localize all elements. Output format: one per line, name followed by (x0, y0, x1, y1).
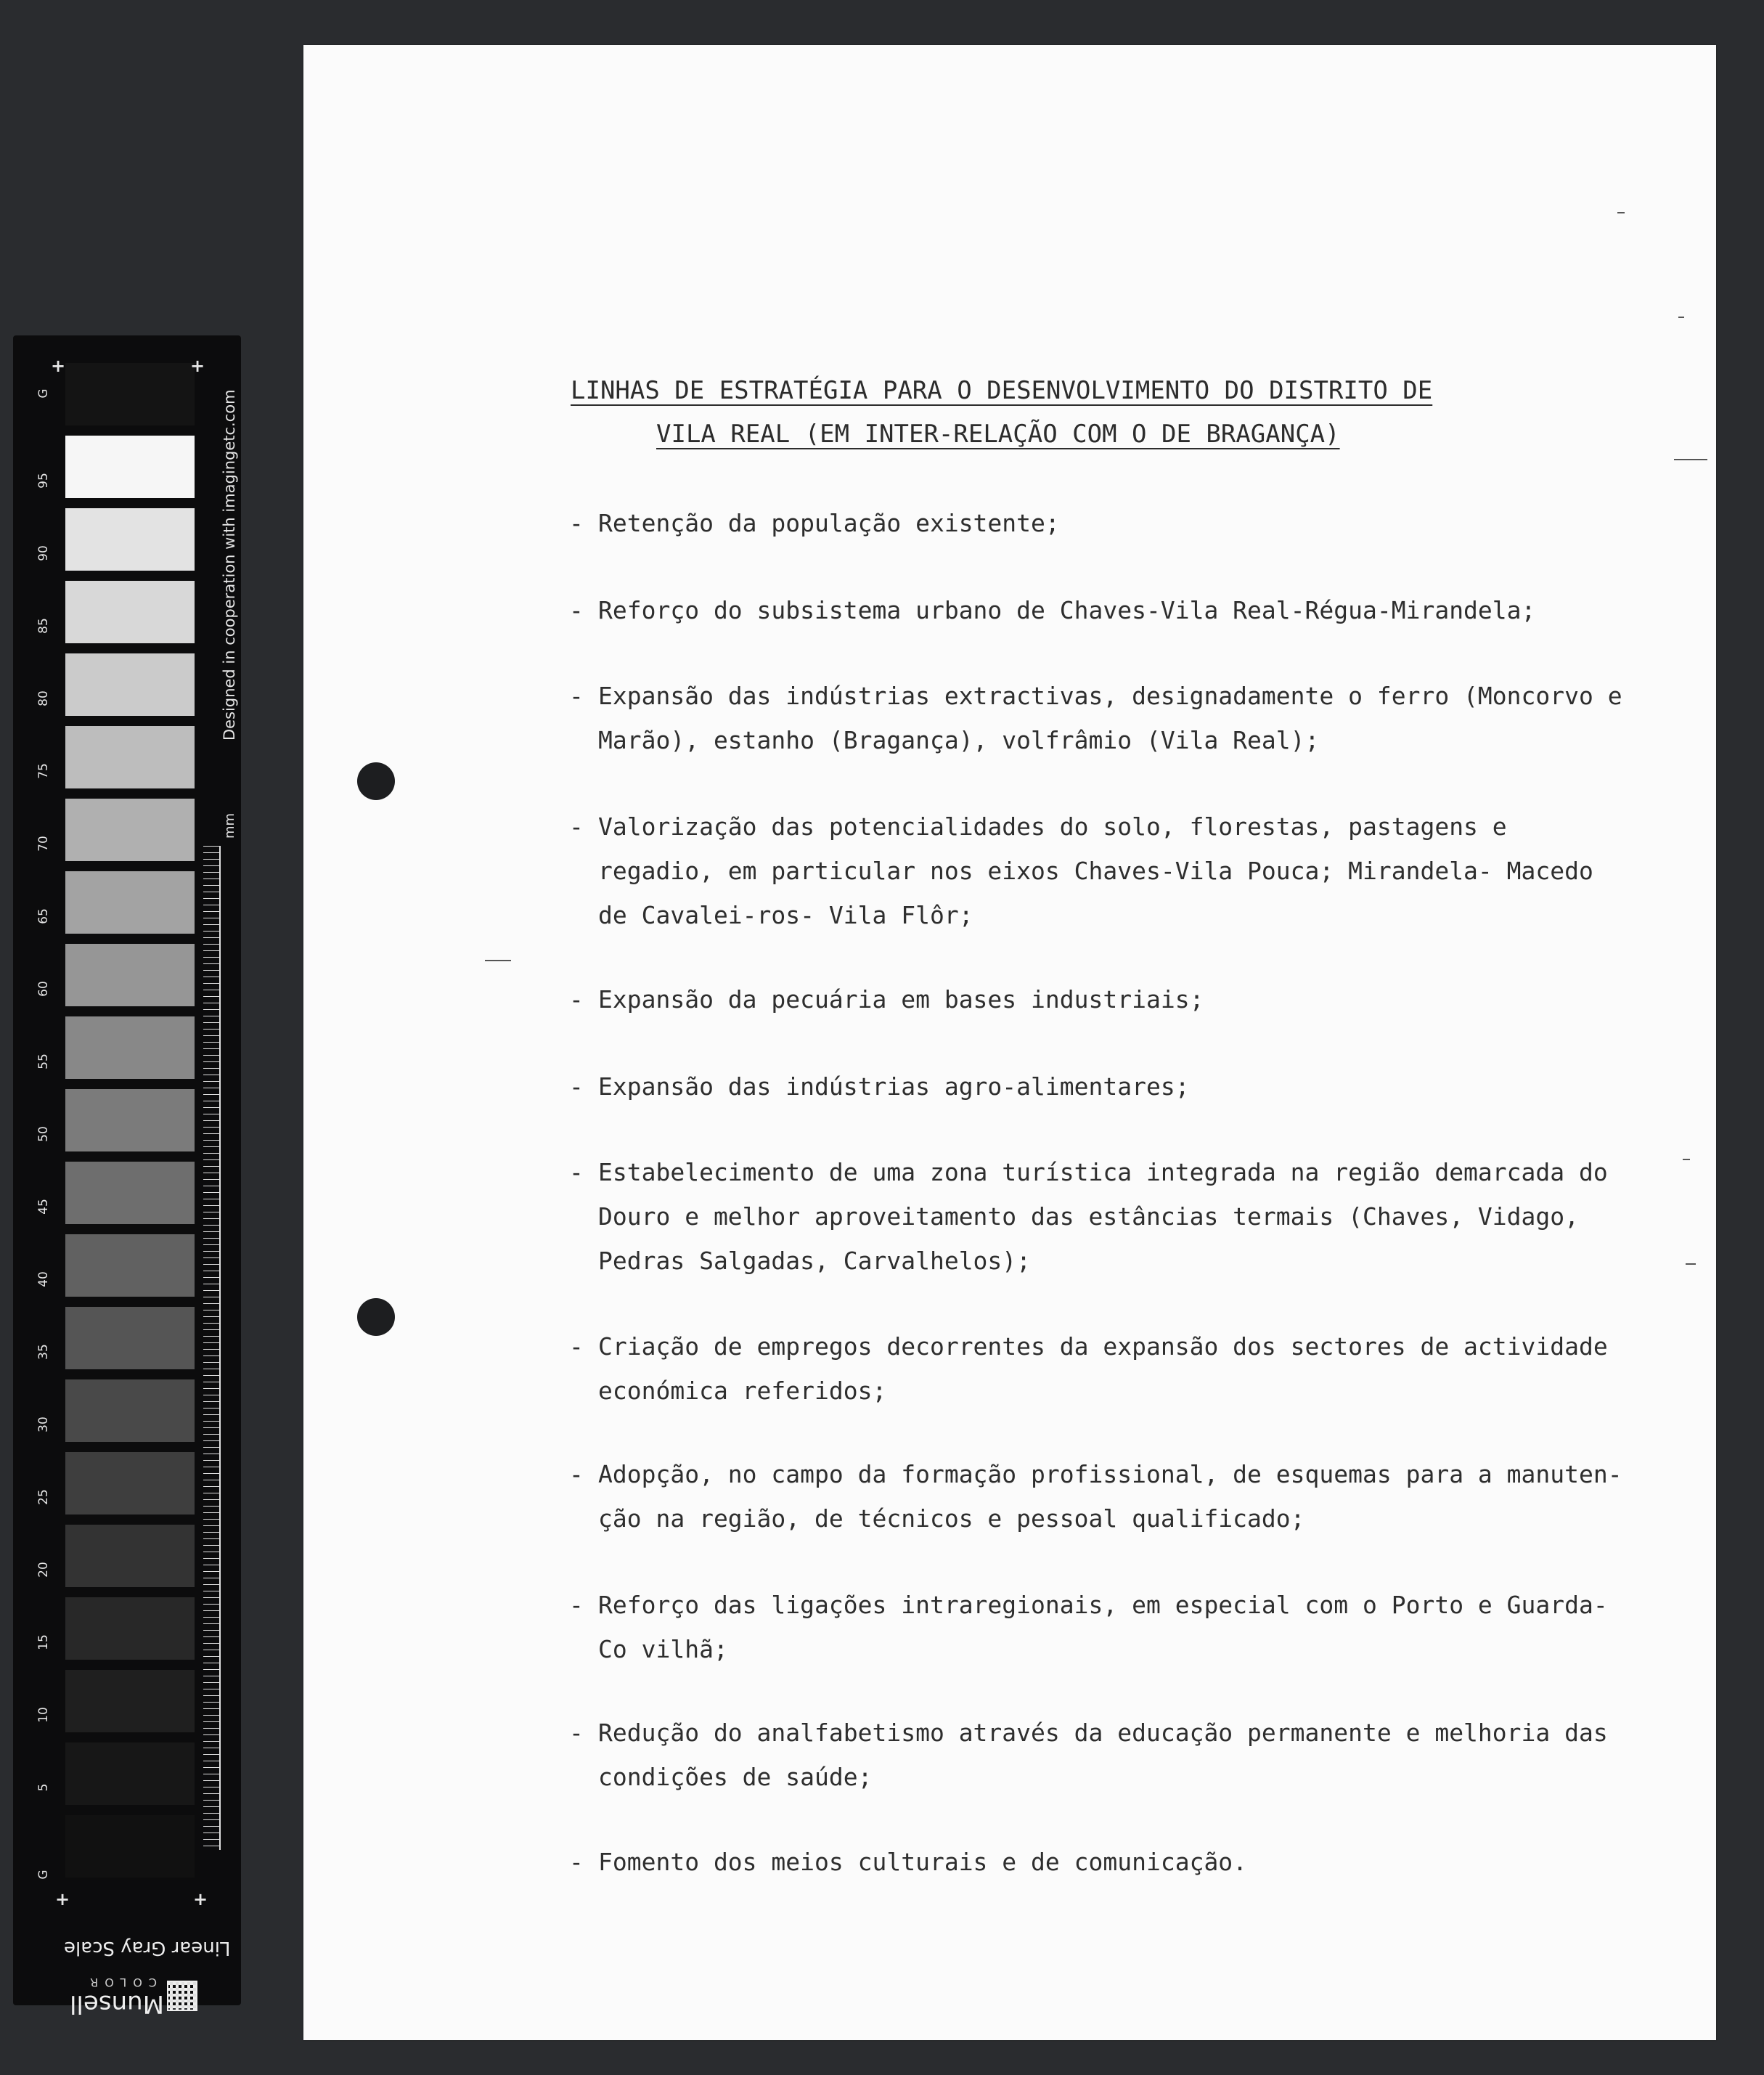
linear-gray-scale-label: Linear Gray Scale (64, 1937, 231, 1959)
gray-patch (65, 653, 195, 716)
gray-patch (65, 1016, 195, 1079)
list-item (569, 804, 1636, 937)
scan-speck (1617, 212, 1625, 213)
gray-number: 70 (36, 836, 51, 852)
gray-number: 15 (36, 1634, 51, 1650)
gray-number: G (36, 1870, 51, 1880)
bullet-dash: - (569, 1591, 584, 1619)
gray-patch (65, 1089, 195, 1151)
bullet-dash: - (569, 1072, 584, 1101)
registration-mark: + (55, 1889, 70, 1909)
gray-patch (65, 1670, 195, 1732)
munsell-logo-icon (167, 1981, 197, 2011)
gray-patch (65, 1815, 195, 1878)
list-item-text: Criação de empregos decorrentes da expansão dos sectores de actividade económica referidos; (598, 1332, 1608, 1405)
list-item (569, 1840, 1636, 1884)
list-item (569, 1064, 1636, 1109)
gray-patch (65, 799, 195, 861)
document-title-line2: VILA REAL (EM INTER-RELAÇÃO COM O DE BRAGANÇA) (656, 420, 1340, 449)
scan-speck (1683, 1159, 1690, 1160)
bullet-dash: - (569, 1460, 584, 1488)
list-item (569, 977, 1636, 1022)
gray-patch (65, 581, 195, 643)
bullet-dash: - (569, 596, 584, 624)
gray-number: 55 (36, 1053, 51, 1069)
gray-number: 45 (36, 1199, 51, 1215)
list-item-text: Estabelecimento de uma zona turística integrada na região demarcada do Douro e melhor aproveitamento das estâncias termais (Chaves, Vidago, Pedras Salgadas, Carvalhelos); (598, 1158, 1608, 1275)
punch-hole (357, 1298, 395, 1336)
bullet-dash: - (569, 985, 584, 1014)
gray-number: 30 (36, 1416, 51, 1432)
scan-speck (485, 960, 511, 961)
list-item-text: Adopção, no campo da formação profissional, de esquemas para a manuten-ção na região, de técnicos e pessoal qualificado; (598, 1460, 1622, 1533)
mm-ruler (203, 846, 221, 1850)
bullet-dash: - (569, 682, 584, 710)
gray-patch (65, 1452, 195, 1515)
registration-mark: + (193, 1889, 208, 1909)
gray-patch (65, 1234, 195, 1297)
list-item (569, 501, 1636, 545)
gray-number: 80 (36, 690, 51, 706)
gray-number: 50 (36, 1126, 51, 1142)
list-item-text: Expansão das indústrias agro-alimentares; (598, 1072, 1190, 1101)
designed-in-cooperation-text: Designed in cooperation with imagingetc.com (221, 389, 238, 741)
munsell-brand (64, 1970, 202, 2021)
ruler-spine (219, 846, 221, 1850)
list-item (569, 674, 1636, 762)
bullet-dash: - (569, 1848, 584, 1876)
gray-number: 60 (36, 981, 51, 997)
gray-number: 90 (36, 545, 51, 561)
list-item-text: Fomento dos meios culturais e de comunicação. (598, 1848, 1248, 1876)
gray-patch (65, 363, 195, 425)
bullet-dash: - (569, 1158, 584, 1186)
punch-hole (357, 762, 395, 800)
gray-number: 65 (36, 908, 51, 924)
scan-speck (1674, 459, 1707, 460)
bullet-dash: - (569, 509, 584, 537)
gray-patch (65, 944, 195, 1006)
gray-patch (65, 1742, 195, 1805)
list-item (569, 1452, 1636, 1541)
gray-number: 35 (36, 1344, 51, 1360)
gray-number: 25 (36, 1489, 51, 1505)
gray-patch (65, 436, 195, 498)
gray-patch (65, 1379, 195, 1442)
gray-patch (65, 1597, 195, 1660)
gray-patch (65, 1525, 195, 1587)
bullet-dash: - (569, 1719, 584, 1747)
gray-number: 40 (36, 1271, 51, 1287)
list-item-text: Redução do analfabetismo através da educação permanente e melhoria das condições de saúde; (598, 1719, 1608, 1791)
gray-patch (65, 1307, 195, 1369)
gray-number: G (36, 388, 51, 399)
list-item-text: Expansão das indústrias extractivas, designadamente o ferro (Moncorvo e Marão), estanho (Bragança), volfrâmio (Vila Real); (598, 682, 1622, 754)
list-item-text: Retenção da população existente; (598, 509, 1060, 537)
list-item (569, 1324, 1636, 1413)
gray-number: 20 (36, 1562, 51, 1578)
gray-scale-card (13, 335, 241, 2018)
gray-number: 10 (36, 1707, 51, 1723)
list-item-text: Reforço das ligações intraregionais, em especial com o Porto e Guarda-Co vilhã; (598, 1591, 1608, 1663)
gray-number: 85 (36, 618, 51, 634)
document-title-line1: LINHAS DE ESTRATÉGIA PARA O DESENVOLVIMENTO DO DISTRITO DE (571, 376, 1433, 405)
list-item-text: Expansão da pecuária em bases industriais; (598, 985, 1204, 1014)
scan-speck (1686, 1263, 1696, 1265)
gray-patch (65, 726, 195, 788)
scan-speck (1678, 317, 1684, 318)
list-item-text: Valorização das potencialidades do solo, florestas, pastagens e regadio, em particular nos eixos Chaves-Vila Pouca; Mirandela- Macedo de Cavalei-ros- Vila Flôr; (598, 812, 1593, 929)
gray-number: 75 (36, 763, 51, 779)
bullet-dash: - (569, 1332, 584, 1361)
list-item (569, 1711, 1636, 1799)
gray-number: 5 (36, 1783, 51, 1792)
list-item (569, 1150, 1636, 1283)
list-item (569, 588, 1636, 632)
list-item (569, 1583, 1636, 1671)
mm-label: mm (222, 812, 237, 839)
gray-patch (65, 1162, 195, 1224)
registration-mark: + (190, 356, 205, 376)
registration-mark: + (51, 356, 66, 376)
bullet-dash: - (569, 812, 584, 841)
gray-patch (65, 508, 195, 571)
gray-patch (65, 871, 195, 934)
brand-name: Munsell (70, 1989, 164, 2018)
gray-number: 95 (36, 473, 51, 489)
brand-sub: COLOR (83, 1976, 157, 1989)
list-item-text: Reforço do subsistema urbano de Chaves-Vila Real-Régua-Mirandela; (598, 596, 1536, 624)
